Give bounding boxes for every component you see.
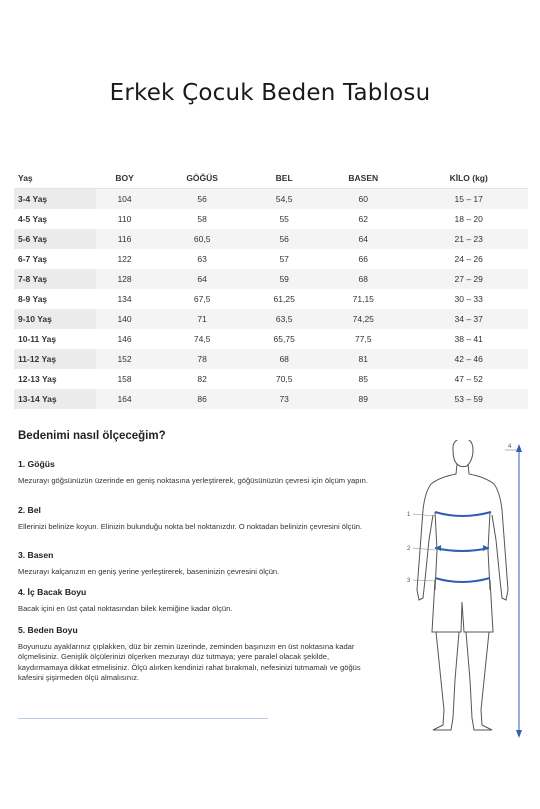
table-cell: 61,25 bbox=[273, 294, 295, 304]
table-cell: 116 bbox=[96, 229, 153, 249]
measure-section-hip bbox=[18, 550, 368, 577]
table-cell: 164 bbox=[96, 389, 153, 409]
table-cell: 64 bbox=[153, 269, 251, 289]
column-header: Yaş bbox=[14, 168, 96, 189]
arrow-heads bbox=[435, 444, 522, 738]
table-cell: 6-7 Yaş bbox=[18, 254, 48, 264]
measure-section-waist bbox=[18, 505, 368, 532]
table-cell: 56 bbox=[251, 229, 317, 249]
column-header: KİLO (kg) bbox=[409, 168, 528, 189]
section-heading: 4. İç Bacak Boyu bbox=[18, 587, 87, 597]
measure-section-chest bbox=[18, 459, 368, 486]
measurement-lines bbox=[435, 448, 519, 735]
table-cell: 104 bbox=[96, 189, 153, 210]
table-row bbox=[14, 369, 528, 389]
table-cell: 3-4 Yaş bbox=[14, 189, 96, 210]
measure-section-height bbox=[18, 625, 368, 684]
table-cell: 86 bbox=[153, 389, 251, 409]
section-heading: 2. Bel bbox=[18, 505, 41, 515]
table-cell: 77,5 bbox=[355, 334, 372, 344]
page-title: Erkek Çocuk Beden Tablosu bbox=[109, 80, 431, 106]
marker-label: 1 bbox=[407, 512, 411, 518]
table-cell: 122 bbox=[117, 254, 132, 264]
table-cell: 11-12 Yaş bbox=[14, 349, 96, 369]
table-cell: 134 bbox=[117, 294, 132, 304]
column-header: BEL bbox=[251, 168, 317, 189]
table-cell: 89 bbox=[317, 389, 409, 409]
table-cell: 59 bbox=[251, 269, 317, 289]
table-cell: 10-11 Yaş bbox=[18, 334, 57, 344]
section-text: Mezurayı kalçanızın en geniş yerine yerleştirerek, baseninizin çevresini ölçün. bbox=[18, 566, 280, 576]
table-cell: 73 bbox=[251, 389, 317, 409]
table-cell: 110 bbox=[117, 214, 132, 224]
table-cell: 7-8 Yaş bbox=[14, 269, 96, 289]
body-measurement-figure bbox=[395, 440, 535, 740]
table-cell: 42 – 46 bbox=[409, 349, 528, 369]
section-text: Ellerinizi belinize koyun. Elinizin bulunduğu nokta bel noktanızdır. O noktadan belinizin çevresini ölçün. bbox=[18, 521, 363, 531]
table-cell: 74,5 bbox=[193, 334, 211, 344]
table-cell: 9-10 Yaş bbox=[14, 309, 96, 329]
table-cell: 24 – 26 bbox=[454, 254, 483, 264]
table-cell: 55 bbox=[279, 214, 289, 224]
table-cell: 68 bbox=[317, 269, 409, 289]
marker-label: 4 bbox=[508, 444, 512, 450]
table-row bbox=[14, 189, 528, 210]
table-cell: 70,5 bbox=[275, 374, 293, 384]
section-heading: 1. Göğüs bbox=[18, 459, 55, 469]
divider bbox=[18, 718, 268, 719]
section-text: Bacak içini en üst çatal noktasından bilek kemiğine kadar ölçün. bbox=[18, 603, 233, 613]
table-cell: 82 bbox=[197, 374, 207, 384]
column-header: BASEN bbox=[317, 168, 409, 189]
table-cell: 67,5 bbox=[193, 294, 211, 304]
table-cell: 27 – 29 bbox=[409, 269, 528, 289]
table-header-row bbox=[14, 168, 528, 189]
marker-label: 2 bbox=[407, 546, 411, 552]
table-cell: 158 bbox=[117, 374, 132, 384]
measure-guide-title: Bedenimi nasıl ölçeceğim? bbox=[18, 430, 166, 442]
table-cell: 34 – 37 bbox=[409, 309, 528, 329]
size-table bbox=[14, 168, 528, 409]
table-row bbox=[14, 229, 528, 249]
table-row bbox=[14, 249, 528, 269]
section-text: Mezurayı göğsünüzün üzerinde en geniş noktasına yerleştirerek, göğüsünüzün çevresi için ölçüm yapın. bbox=[18, 475, 368, 485]
section-heading: 5. Beden Boyu bbox=[18, 625, 78, 635]
table-cell: 62 bbox=[358, 214, 369, 224]
table-cell: 63 bbox=[197, 254, 207, 264]
table-cell: 53 – 59 bbox=[409, 389, 528, 409]
table-cell: 57 bbox=[279, 254, 289, 264]
table-cell: 56 bbox=[153, 189, 251, 210]
table-cell: 12-13 Yaş bbox=[18, 374, 57, 384]
column-header: BOY bbox=[96, 168, 153, 189]
table-cell: 58 bbox=[197, 214, 207, 224]
marker-label: 3 bbox=[407, 578, 411, 584]
body-outline bbox=[417, 440, 508, 730]
waist-line bbox=[435, 548, 489, 551]
table-row bbox=[14, 389, 528, 409]
table-cell: 66 bbox=[358, 254, 369, 264]
table-cell: 13-14 Yaş bbox=[14, 389, 96, 409]
table-row bbox=[14, 209, 528, 229]
table-cell: 47 – 52 bbox=[454, 374, 483, 384]
table-cell: 5-6 Yaş bbox=[14, 229, 96, 249]
table-cell: 74,25 bbox=[317, 309, 409, 329]
table-cell: 54,5 bbox=[251, 189, 317, 210]
table-cell: 60,5 bbox=[153, 229, 251, 249]
chest-line bbox=[435, 512, 491, 516]
table-row bbox=[14, 269, 528, 289]
measure-section-inseam bbox=[18, 587, 368, 614]
section-text: Boyunuzu ayaklarınız çıplakken, düz bir zemin üzerinde, zeminden başınızın en üst noktasına kadar ölçmelisiniz. Genişlik ölçülerinizi ölçerken mezurayı düz tutmaya; yere paralel olacak şekilde, kaydırmamaya dikkat etmelisiniz. Ölçü alırken kendinizi rahat bırakmalı, nefesinizi tutmamalı ve göğüs kafesini şişirmeden ölçü almalısınız. bbox=[18, 641, 361, 682]
table-cell: 81 bbox=[317, 349, 409, 369]
table-cell: 18 – 20 bbox=[454, 214, 483, 224]
section-heading: 3. Basen bbox=[18, 550, 54, 560]
table-cell: 60 bbox=[317, 189, 409, 210]
table-cell: 8-9 Yaş bbox=[18, 294, 48, 304]
table-cell: 64 bbox=[317, 229, 409, 249]
table-cell: 30 – 33 bbox=[454, 294, 483, 304]
table-cell: 4-5 Yaş bbox=[18, 214, 48, 224]
table-cell: 71,15 bbox=[352, 294, 374, 304]
column-header: GÖĞÜS bbox=[153, 168, 251, 189]
table-row bbox=[14, 309, 528, 329]
table-cell: 85 bbox=[358, 374, 369, 384]
table-row bbox=[14, 349, 528, 369]
table-cell: 128 bbox=[96, 269, 153, 289]
hip-line bbox=[435, 578, 490, 582]
table-cell: 15 – 17 bbox=[409, 189, 528, 210]
table-cell: 63,5 bbox=[251, 309, 317, 329]
table-cell: 65,75 bbox=[273, 334, 295, 344]
table-cell: 68 bbox=[251, 349, 317, 369]
table-row bbox=[14, 289, 528, 309]
table-cell: 140 bbox=[96, 309, 153, 329]
table-cell: 71 bbox=[153, 309, 251, 329]
table-row bbox=[14, 329, 528, 349]
table-cell: 21 – 23 bbox=[409, 229, 528, 249]
table-cell: 38 – 41 bbox=[454, 334, 483, 344]
table-cell: 152 bbox=[96, 349, 153, 369]
table-cell: 78 bbox=[153, 349, 251, 369]
table-cell: 146 bbox=[117, 334, 132, 344]
